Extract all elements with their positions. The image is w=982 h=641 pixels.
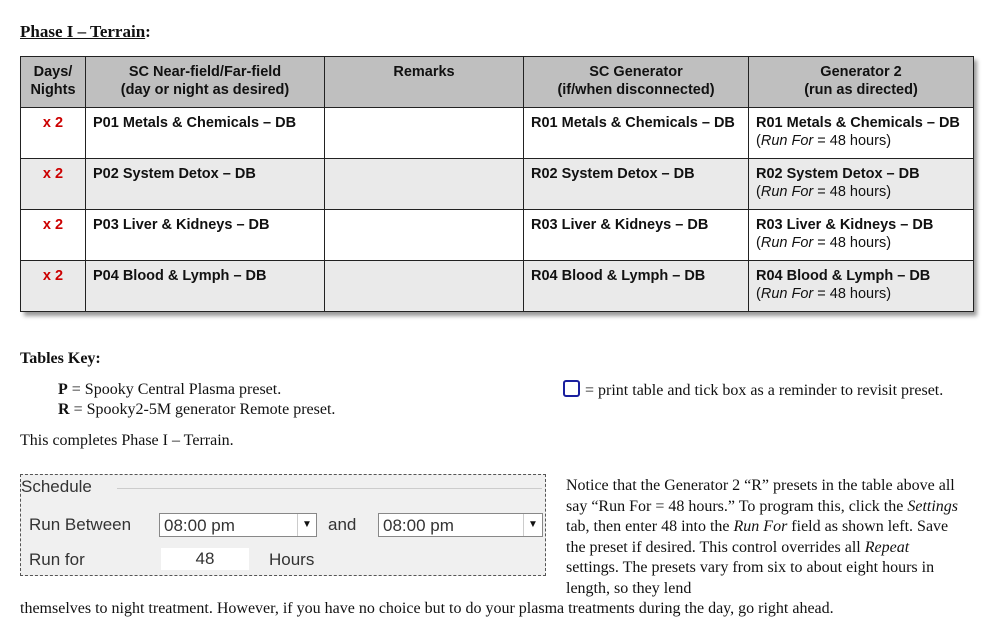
heading-colon: :: [145, 22, 151, 41]
cell-sc-preset: P01 Metals & Chemicals – DB: [86, 108, 325, 159]
cell-generator2-preset: R03 Liver & Kidneys – DB (Run For = 48 hours): [749, 210, 974, 261]
run-for-input[interactable]: 48: [161, 548, 249, 570]
hours-label: Hours: [269, 550, 315, 569]
checkbox-outline-icon: [563, 380, 580, 397]
table-header-row: [21, 57, 974, 108]
table-row: [21, 261, 974, 312]
end-time-value: 08:00 pm: [383, 516, 454, 535]
header-sc-generator: SC Generator (if/when disconnected): [524, 57, 749, 108]
header-days: Days/ Nights: [21, 57, 86, 108]
heading-text: Phase I – Terrain: [20, 22, 146, 41]
cell-sc-preset: P02 System Detox – DB: [86, 159, 325, 210]
cell-generator2-preset: R02 System Detox – DB (Run For = 48 hours): [749, 159, 974, 210]
cell-days: x 2: [21, 261, 86, 312]
groupbox-divider: [117, 488, 542, 489]
end-time-select[interactable]: [378, 513, 543, 537]
cell-remarks: [325, 261, 524, 312]
tables-key-title: Tables Key:: [20, 350, 101, 367]
table-row: [21, 210, 974, 261]
cell-days: x 2: [21, 159, 86, 210]
cell-days: x 2: [21, 210, 86, 261]
header-remarks: Remarks: [325, 57, 524, 108]
key-p-definition: P = Spooky Central Plasma preset.: [58, 381, 282, 398]
phase-table: [20, 56, 973, 312]
dropdown-arrow-icon[interactable]: ▼: [523, 514, 542, 536]
key-r-definition: R = Spooky2-5M generator Remote preset.: [58, 401, 336, 418]
header-generator-2: Generator 2 (run as directed): [749, 57, 974, 108]
and-label: and: [328, 515, 357, 534]
phase-complete-text: This completes Phase I – Terrain.: [20, 432, 234, 449]
notice-paragraph-tail: themselves to night treatment. However, if you have no choice but to do your plasma treatments during the day, go right ahead.: [20, 600, 834, 617]
cell-generator-preset: R04 Blood & Lymph – DB: [524, 261, 749, 312]
start-time-select[interactable]: [159, 513, 317, 537]
cell-remarks: [325, 159, 524, 210]
cell-sc-preset: P04 Blood & Lymph – DB: [86, 261, 325, 312]
cell-generator-preset: R03 Liver & Kidneys – DB: [524, 210, 749, 261]
cell-generator2-preset: R04 Blood & Lymph – DB (Run For = 48 hours): [749, 261, 974, 312]
cell-generator-preset: R02 System Detox – DB: [524, 159, 749, 210]
notice-paragraph: Notice that the Generator 2 “R” presets in the table above all say “Run For = 48 hours.” To program this, click the Settings tab, then enter 48 into the Run For field as shown left. Save the preset if desired. This control overrides all Repeat settings. The presets vary from six to about eight hours in length, so they lend: [566, 477, 959, 597]
cell-days: x 2: [21, 108, 86, 159]
cell-generator-preset: R01 Metals & Chemicals – DB: [524, 108, 749, 159]
start-time-value: 08:00 pm: [164, 516, 235, 535]
table-row: [21, 159, 974, 210]
run-between-label: Run Between: [29, 515, 132, 534]
dropdown-arrow-icon[interactable]: ▼: [297, 514, 316, 536]
cell-remarks: [325, 210, 524, 261]
schedule-legend: Schedule: [21, 477, 96, 497]
page-heading: [20, 22, 151, 42]
cell-sc-preset: P03 Liver & Kidneys – DB: [86, 210, 325, 261]
cell-generator2-preset: R01 Metals & Chemicals – DB (Run For = 48 hours): [749, 108, 974, 159]
header-sc-near-far: SC Near-field/Far-field (day or night as desired): [86, 57, 325, 108]
key-tick-definition: = print table and tick box as a reminder to revisit preset.: [585, 382, 944, 399]
run-for-label: Run for: [29, 550, 85, 569]
table-row: [21, 108, 974, 159]
cell-remarks: [325, 108, 524, 159]
schedule-panel: [20, 474, 546, 576]
